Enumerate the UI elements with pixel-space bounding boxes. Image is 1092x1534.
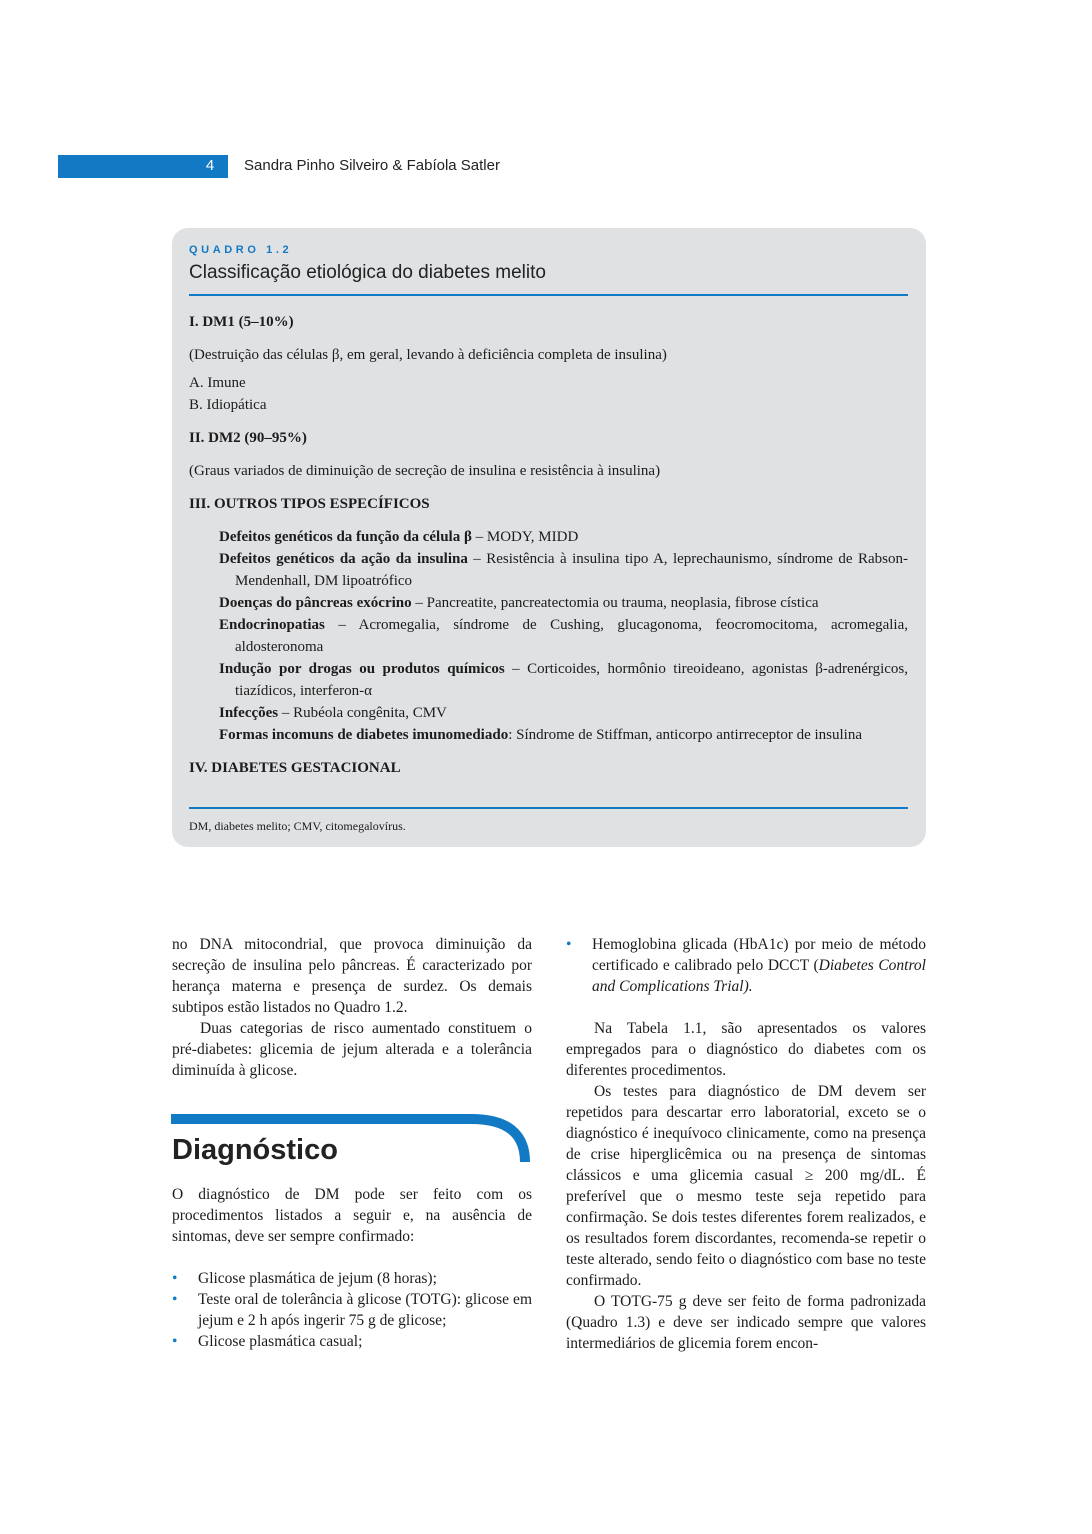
box-label: QUADRO 1.2 [189, 244, 293, 256]
section-1-item-b: B. Idiopática [189, 397, 267, 413]
left-column-bottom [172, 1184, 532, 1352]
list-item [219, 526, 908, 548]
bullet-icon: • [566, 936, 572, 953]
section-3-heading: III. OUTROS TIPOS ESPECÍFICOS [189, 496, 430, 512]
section-1-description: (Destruição das células β, em geral, levando à deficiência completa de insulina) [189, 347, 667, 363]
diagnostic-list-continued [566, 934, 926, 997]
item-term: Doenças do pâncreas exócrino [219, 595, 412, 611]
box-bottom-rule [189, 807, 908, 809]
list-item [219, 702, 908, 724]
paragraph: Os testes para diagnóstico de DM devem ser repetidos para descartar erro laboratorial, exceto se o diagnóstico é inequívoco clinicamente, como na presença de crise hiperglicêmica ou na presença de sintomas clássicos e uma glicemia casual ≥ 200 mg/dL. É preferível que o mesmo teste seja repetido para confirmação. Se dois testes diferentes forem realizados, e os resultados forem discordantes, recomenda-se repetir o teste alterado, sendo feito o diagnóstico com base no teste confirmado. [566, 1083, 926, 1289]
list-item [219, 548, 908, 592]
item-description: – Corticoides, hormônio tireoideano, agonistas β-adrenérgicos, tiazídicos, interferon-α [235, 661, 908, 699]
list-item [219, 724, 908, 746]
list-item: • Hemoglobina glicada (HbA1c) por meio de método certificado e calibrado pelo DCCT (Diabetes Control and Complications Trial). [566, 936, 926, 995]
box-body [189, 311, 908, 779]
item-description: – Resistência à insulina tipo A, leprechaunismo, síndrome de Rabson-Mendenhall, DM lipoatrófico [235, 551, 908, 589]
box-title: Classificação etiológica do diabetes melito [189, 262, 546, 283]
list-item [219, 592, 908, 614]
list-item [219, 658, 908, 702]
item-term: Formas incomuns de diabetes imunomediado [219, 727, 509, 743]
diagnostic-list [172, 1268, 532, 1352]
list-item [219, 614, 908, 658]
italic-text: Diabetes Control and Complications Trial). [592, 957, 926, 995]
item-description: – Rubéola congênita, CMV [278, 705, 447, 721]
item-term: Defeitos genéticos da função da célula β [219, 529, 472, 545]
box-footnote: DM, diabetes melito; CMV, citomegalovírus. [189, 819, 406, 833]
item-term: Indução por drogas ou produtos químicos [219, 661, 505, 677]
section-4-heading: IV. DIABETES GESTACIONAL [189, 760, 401, 776]
page-number: 4 [205, 157, 215, 174]
box-top-rule [189, 294, 908, 296]
paragraph: O diagnóstico de DM pode ser feito com os procedimentos listados a seguir e, na ausência de sintomas, deve ser sempre confirmado: [172, 1186, 532, 1245]
item-description: : Síndrome de Stiffman, anticorpo antirreceptor de insulina [508, 727, 862, 743]
item-term: Defeitos genéticos da ação da insulina [219, 551, 468, 567]
section-1-item-a: A. Imune [189, 375, 246, 391]
section-1-heading: I. DM1 (5–10%) [189, 314, 294, 330]
list-item: • Teste oral de tolerância à glicose (TOTG): glicose em jejum e 2 h após ingerir 75 g de glicose; [172, 1291, 532, 1329]
paragraph: O TOTG-75 g deve ser feito de forma padronizada (Quadro 1.3) e deve ser indicado sempre que valores intermediários de glicemia forem encon- [566, 1293, 926, 1352]
section-2-heading: II. DM2 (90–95%) [189, 430, 307, 446]
quadro-box [172, 228, 926, 847]
item-term: Infecções [219, 705, 279, 721]
item-description: – MODY, MIDD [471, 529, 579, 545]
paragraph: no DNA mitocondrial, que provoca diminuição da secreção de insulina pelo pâncreas. É caracterizado por herança materna e presença de surdez. Os demais subtipos estão listados no Quadro 1.2. [172, 936, 532, 1016]
section-2-description: (Graus variados de diminuição de secreção de insulina e resistência à insulina) [189, 463, 661, 479]
specific-types-list [189, 526, 908, 746]
list-item: • Glicose plasmática de jejum (8 horas); [172, 1270, 437, 1287]
section-heading-diagnostico: Diagnóstico [172, 1134, 338, 1166]
paragraph: Na Tabela 1.1, são apresentados os valores empregados para o diagnóstico do diabetes com os diferentes procedimentos. [566, 1020, 926, 1079]
bullet-icon: • [172, 1270, 178, 1287]
item-description: – Acromegalia, síndrome de Cushing, glucagonoma, feocromocitoma, acromegalia, aldosteronoma [235, 617, 908, 655]
bullet-icon: • [172, 1291, 178, 1308]
item-term: Endocrinopatias [219, 617, 325, 633]
running-head-authors: Sandra Pinho Silveiro & Fabíola Satler [244, 157, 500, 174]
left-column-top [172, 934, 532, 1081]
item-description: – Pancreatite, pancreatectomia ou trauma, neoplasia, fibrose cística [411, 595, 819, 611]
right-column [566, 934, 926, 1354]
paragraph: Duas categorias de risco aumentado constituem o pré-diabetes: glicemia de jejum alterada e a tolerância diminuída à glicose. [172, 1020, 532, 1079]
bullet-icon: • [172, 1333, 178, 1350]
list-item: • Glicose plasmática casual; [172, 1333, 363, 1350]
